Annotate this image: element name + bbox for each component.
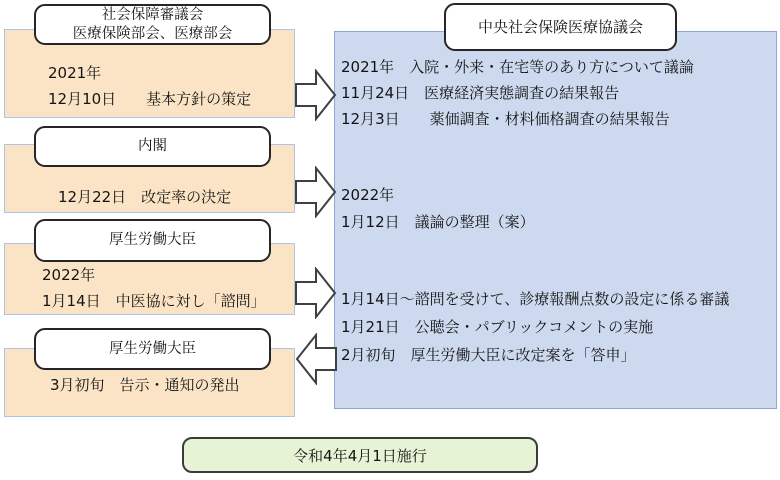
panel-line: 2月初旬 厚生労働大臣に改定案を「答申」 [341,346,636,364]
flow-arrow-right-icon [295,69,337,121]
entity-label-line: 中央社会保険医療協議会 [477,17,643,36]
effective-date-label: 令和4年4月1日施行 [293,446,427,465]
entity-label-chuikyo [444,3,677,51]
flow-arrow-left-icon [295,333,337,385]
entity-label-shakaihosho-shingikai [34,4,271,45]
effective-date-box [182,437,538,473]
panel-line: 1月12日 議論の整理（案） [341,213,535,231]
entity-label-line: 内閣 [138,138,167,154]
panel-line: 2021年 入院・外来・在宅等のあり方について議論 [341,58,694,76]
entity-label-line: 厚生労働大臣 [109,340,196,357]
panel-line: 2022年 [341,186,395,204]
panel-line: 11月24日 医療経済実態調査の結果報告 [341,84,620,102]
panel-line: 1月21日 公聴会・パブリックコメントの実施 [341,318,654,336]
entity-label-naikaku [34,126,271,167]
panel-line: 1月14日～諮問を受けて、診療報酬点数の設定に係る審議 [341,290,730,308]
entity-label-line: 厚生労働大臣 [109,232,196,248]
entity-label-line: 医療保険部会、医療部会 [72,25,233,42]
step-line: 2021年 [48,64,102,82]
step-line: 1月14日 中医協に対し「諮問」 [42,292,266,310]
flow-arrow-right-icon [295,267,337,319]
entity-label-mhlw-minister-1 [34,219,271,262]
revision-rate-step-text [58,184,231,210]
step-line: 3月初旬 告示・通知の発出 [50,376,240,394]
notification-step-text [50,372,240,398]
step-line: 12月22日 改定率の決定 [58,188,232,206]
step-line: 2022年 [42,266,96,284]
step-line: 12月10日 基本方針の策定 [48,90,252,108]
flow-arrow-right-icon [295,166,337,218]
chuikyo-2022-block [341,182,535,236]
consultation-step-text [42,262,266,314]
entity-label-mhlw-minister-2 [34,328,271,370]
chuikyo-deliberation-block [341,285,729,369]
panel-line: 12月3日 薬価調査・材料価格調査の結果報告 [341,110,670,128]
chuikyo-2021-block [341,54,694,132]
basic-policy-step-text [48,60,251,112]
entity-label-line: 社会保障審議会 [101,6,204,23]
